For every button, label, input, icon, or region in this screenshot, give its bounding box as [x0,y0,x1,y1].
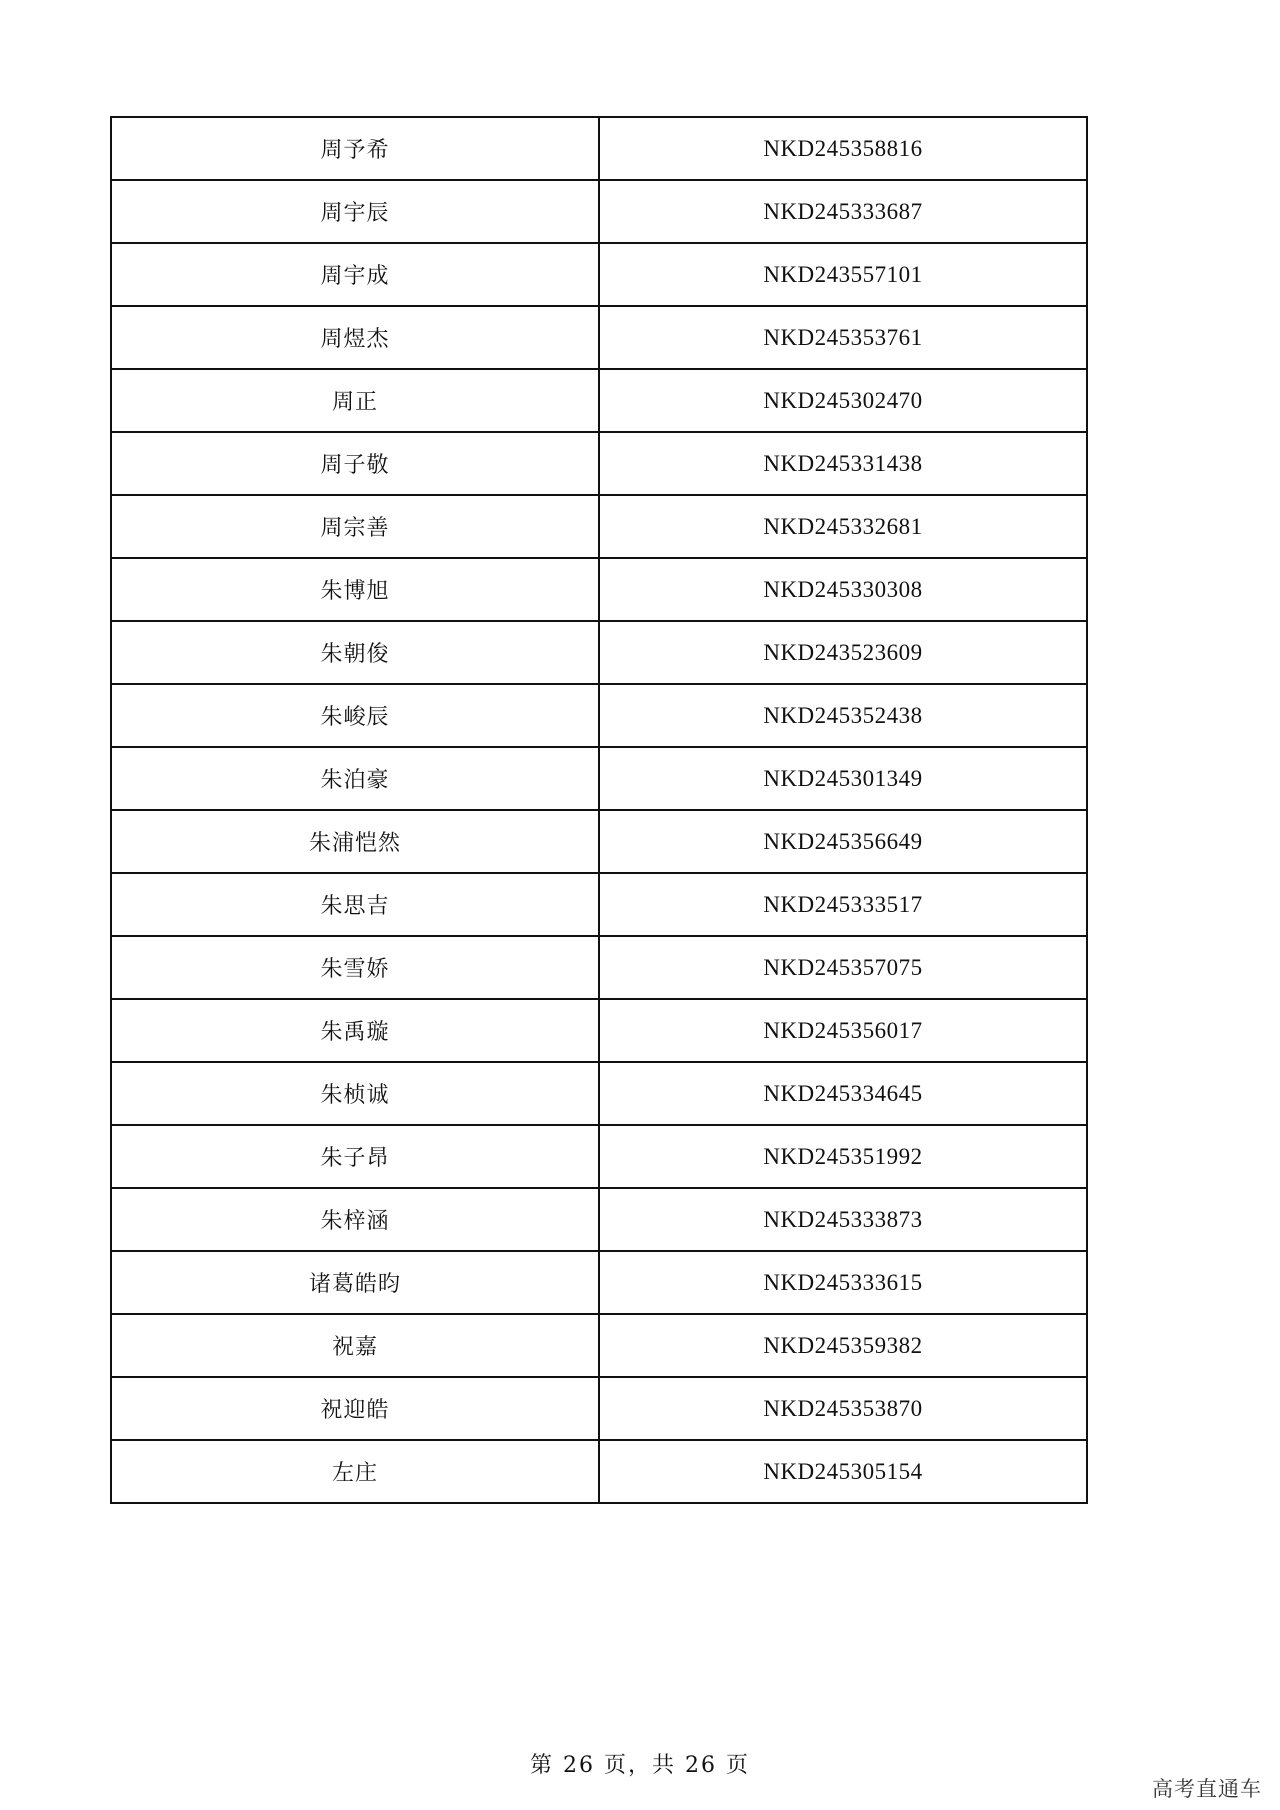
table-row [111,999,1087,1062]
table-row [111,432,1087,495]
roster-table [110,116,1088,1504]
table-row [111,495,1087,558]
name-cell: 诸葛皓昀 [111,1251,599,1314]
name-cell: 周正 [111,369,599,432]
exam-id-cell: NKD245352438 [599,684,1087,747]
table-row [111,684,1087,747]
exam-id-cell: NKD245353761 [599,306,1087,369]
table-row [111,621,1087,684]
name-cell: 朱思吉 [111,873,599,936]
table-row [111,936,1087,999]
table-row [111,1314,1087,1377]
exam-id-cell: NKD245333873 [599,1188,1087,1251]
table-row [111,306,1087,369]
name-cell: 朱禹璇 [111,999,599,1062]
name-cell: 朱峻辰 [111,684,599,747]
table-row [111,1062,1087,1125]
table-row [111,117,1087,180]
table-row [111,810,1087,873]
table-row [111,747,1087,810]
exam-id-cell: NKD245301349 [599,747,1087,810]
name-cell: 左庄 [111,1440,599,1503]
exam-id-cell: NKD245333517 [599,873,1087,936]
name-cell: 朱桢诚 [111,1062,599,1125]
exam-id-cell: NKD245359382 [599,1314,1087,1377]
table-row [111,873,1087,936]
exam-id-cell: NKD245332681 [599,495,1087,558]
exam-id-cell: NKD245302470 [599,369,1087,432]
table-row [111,1377,1087,1440]
name-cell: 周子敬 [111,432,599,495]
name-cell: 祝迎皓 [111,1377,599,1440]
table-row [111,1188,1087,1251]
exam-id-cell: NKD243557101 [599,243,1087,306]
name-cell: 周宇成 [111,243,599,306]
exam-id-cell: NKD245356649 [599,810,1087,873]
exam-id-cell: NKD245353870 [599,1377,1087,1440]
table-row [111,369,1087,432]
exam-id-cell: NKD245357075 [599,936,1087,999]
name-cell: 朱博旭 [111,558,599,621]
exam-id-cell: NKD245305154 [599,1440,1087,1503]
exam-id-cell: NKD245330308 [599,558,1087,621]
exam-id-cell: NKD245333615 [599,1251,1087,1314]
exam-id-cell: NKD245331438 [599,432,1087,495]
page-number-footer: 第 26 页，共 26 页 [530,1753,750,1778]
name-cell: 朱朝俊 [111,621,599,684]
name-cell: 朱雪娇 [111,936,599,999]
name-cell: 朱梓涵 [111,1188,599,1251]
name-cell: 朱泊豪 [111,747,599,810]
exam-id-cell: NKD243523609 [599,621,1087,684]
watermark-text: 高考直通车 [1152,1777,1262,1801]
exam-id-cell: NKD245333687 [599,180,1087,243]
table-row [111,1125,1087,1188]
exam-id-cell: NKD245358816 [599,117,1087,180]
exam-id-cell: NKD245334645 [599,1062,1087,1125]
table-row [111,1251,1087,1314]
name-cell: 周予希 [111,117,599,180]
name-cell: 朱子昂 [111,1125,599,1188]
table-row [111,180,1087,243]
roster-table-body [111,117,1087,1503]
name-cell: 周宇辰 [111,180,599,243]
name-cell: 朱浦恺然 [111,810,599,873]
table-row [111,558,1087,621]
table-row [111,1440,1087,1503]
table-row [111,243,1087,306]
name-cell: 周宗善 [111,495,599,558]
exam-id-cell: NKD245356017 [599,999,1087,1062]
exam-id-cell: NKD245351992 [599,1125,1087,1188]
name-cell: 周煜杰 [111,306,599,369]
name-cell: 祝嘉 [111,1314,599,1377]
